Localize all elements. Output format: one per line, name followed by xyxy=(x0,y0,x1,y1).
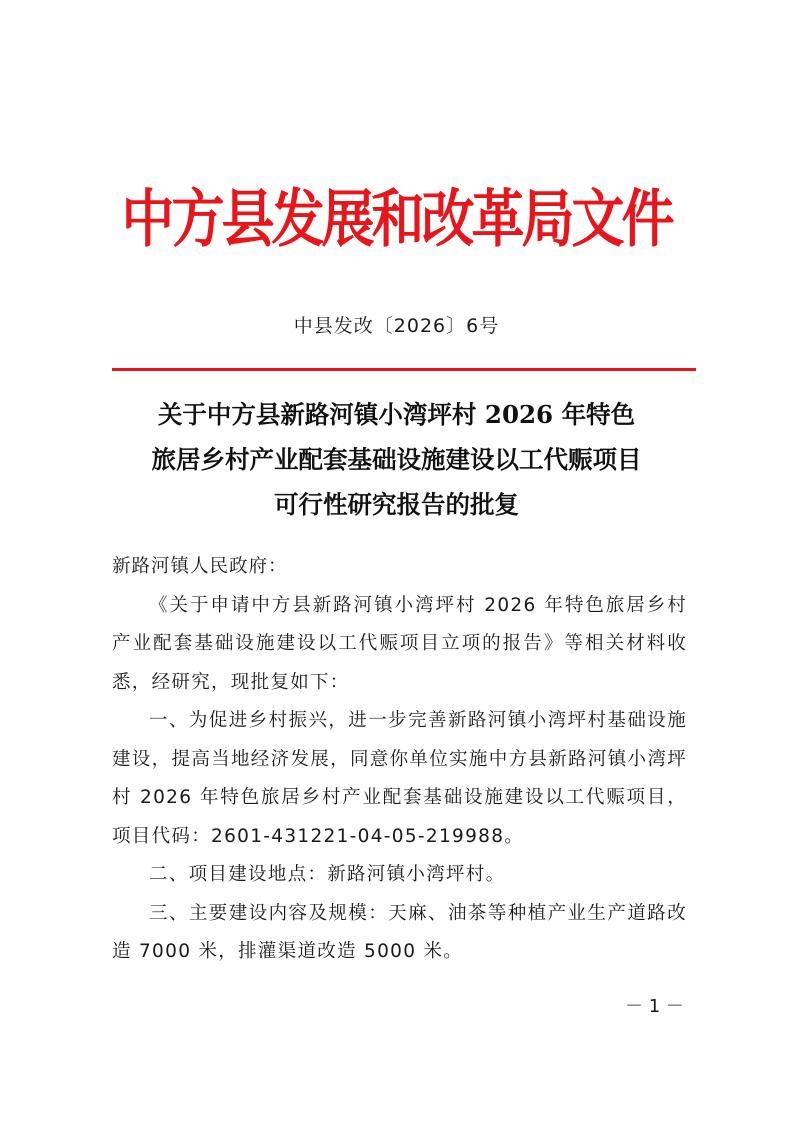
title-line: 可行性研究报告的批复 xyxy=(274,490,519,519)
red-divider-line xyxy=(112,368,696,371)
document-number: 中县发改〔2026〕6号 xyxy=(293,315,500,337)
page-number: － 1 － xyxy=(625,996,684,1017)
title-line: 关于中方县新路河镇小湾坪村 2026 年特色 xyxy=(157,400,636,429)
document-body xyxy=(112,548,687,972)
salutation: 新路河镇人民政府： xyxy=(112,556,288,577)
body-paragraph: 一、为促进乡村振兴，进一步完善新路河镇小湾坪村基础设施建设，提高当地经济发展，同意你单位实施中方县新路河镇小湾坪村 2026 年特色旅居乡村产业配套基础设施建设以工代赈项目，项目代码：2601-431221-04-05-219988。 xyxy=(112,710,687,847)
body-paragraph: 《关于申请中方县新路河镇小湾坪村 2026 年特色旅居乡村产业配套基础设施建设以工代赈项目立项的报告》等相关材料收悉，经研究，现批复如下： xyxy=(112,594,687,693)
document-title xyxy=(100,392,693,527)
title-line: 旅居乡村产业配套基础设施建设以工代赈项目 xyxy=(151,445,642,474)
body-paragraph: 二、项目建设地点：新路河镇小湾坪村。 xyxy=(149,864,506,885)
body-paragraph: 三、主要建设内容及规模：天麻、油茶等种植产业生产道路改造 7000 米，排灌渠道改造 5000 米。 xyxy=(112,902,687,962)
issuing-authority-header: 中方县发展和改革局文件 xyxy=(121,183,672,256)
